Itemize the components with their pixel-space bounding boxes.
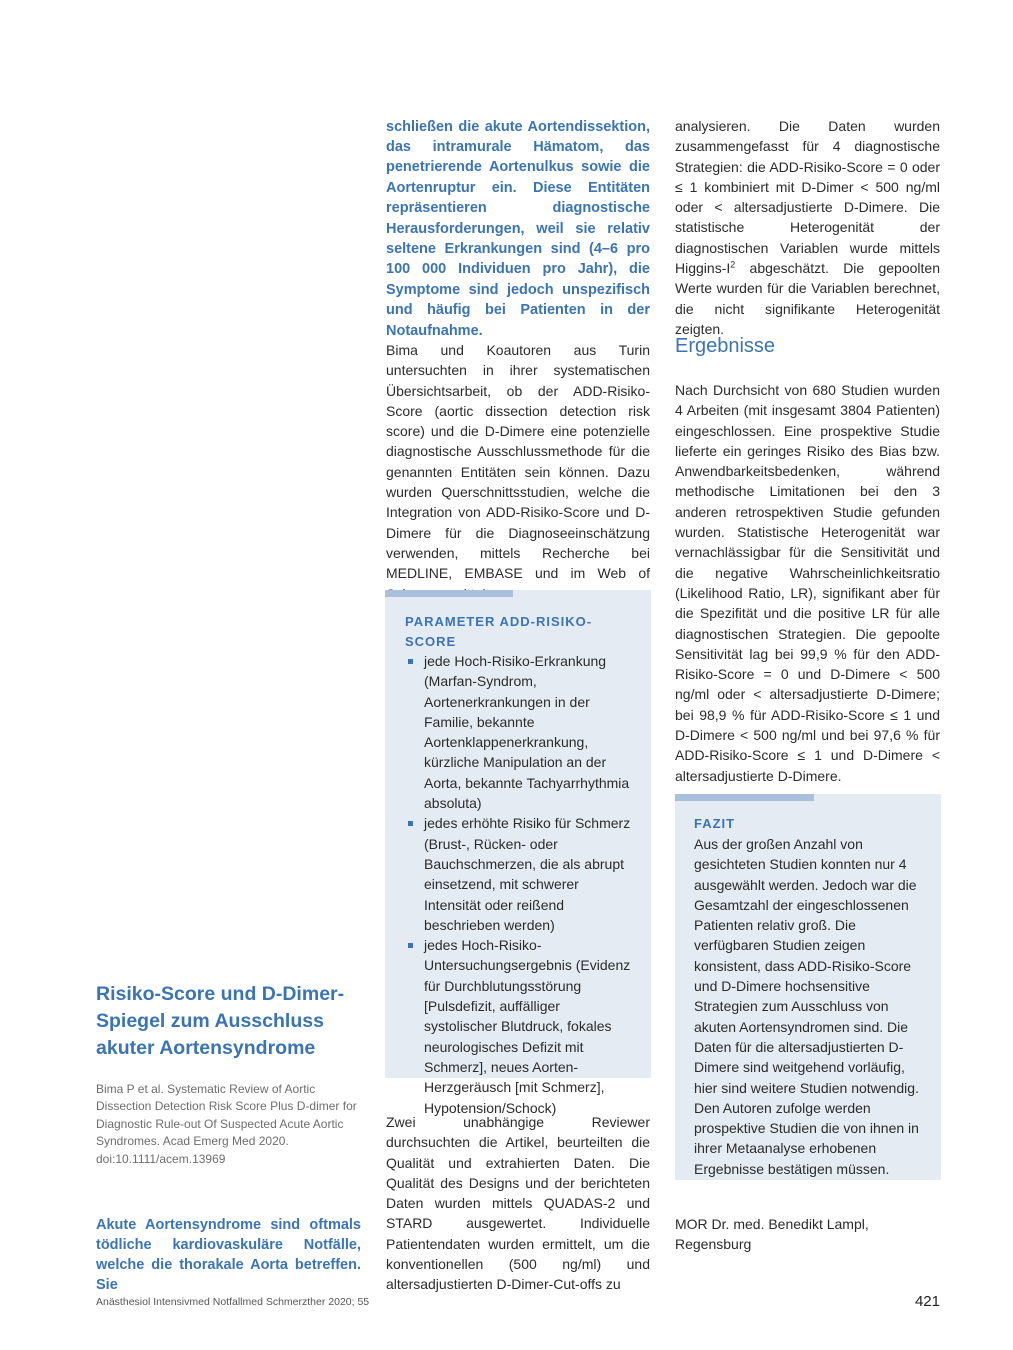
methods-paragraph: Bima und Koautoren aus Turin untersuchten in ihrer systematischen Übersichtsarbeit, ob der ADD-Risiko-Score (aortic dissection detection risk score) und die D-Dimere eine potenzielle diagnostische Ausschlussmethode für die genannten Entitäten sein können. Dazu wurden Querschnittsstudien, welche die Integration von ADD-Risiko-Score und D-Dimere für die Diagnoseeinschätzung verwenden, mittels Recherche bei MEDLINE, EMBASE und im Web of <box>386 342 650 582</box>
results-heading: Ergebnisse <box>675 335 776 357</box>
author-line: MOR Dr. med. Benedikt Lampl, Regensburg <box>675 1216 869 1253</box>
analysis-text-before: analysieren. Die Daten wurden zusammengefasst für 4 diagnostische Strategien: die ADD-Risiko-Score = 0 oder ≤ 1 kombiniert mit D-Dimer < 500 ng/ml oder < altersadjustierte D-Dimere. Die statistische Heterogenität der diagnostischen Variablen wurde mittels Higgins-I <box>675 118 940 277</box>
list-item: jedes Hoch-Risiko-Untersuchungsergebnis (Evidenz für Durchblutungsstörung [Pulsdefizit, auffälliger systolischer Blutdruck, fokales neurologisches Defizit mit Schmerz], neues Aorten-Herzgeräusch [mit Schmerz], Hypotension/Schock) <box>405 935 635 1118</box>
parameter-list <box>405 651 635 1118</box>
intro-paragraph-part1: Akute Aortensyndrome sind oftmals tödliche kardiovaskuläre Notfälle, welche die thorakale Aorta betreffen. Sie <box>96 1216 361 1294</box>
superscript: 2 <box>730 259 736 270</box>
reviewer-paragraph: Zwei unabhängige Reviewer durchsuchten die Artikel, beurteilten die Qualität und extrahierten Daten. Die Qualität des Designs und der berichteten Daten wurden mittels QUADAS-2 und STARD ausgewertet. Individuelle Patientendaten wurden ermittelt, um die konventionellen (500 ng/ml) und altersadjustierten D-Dimer-Cut-offs zu <box>386 1114 650 1293</box>
fazit-box <box>675 794 941 1180</box>
fazit-text: Aus der großen Anzahl von gesichteten Studien konnten nur 4 ausgewählt werden. Jedoch war die Gesamtzahl der eingeschlossenen Patienten relativ groß. Die verfügbaren Studien zeigen konsistent, dass ADD-Risiko-Score und D-Dimere hochsensitive Strategien zum Ausschluss von akuten Aortensyndromen sind. Die Daten für die altersadjustierten D-Dimere sind weitgehend vorläufig, hier sind weitere Studien notwendig. Den Autoren zufolge werden prospektive Studien die von ihnen in ihrer Metaanalyse erhobenen Ergebnisse bestätigen müssen. <box>694 836 919 1177</box>
analysis-paragraph <box>675 116 940 339</box>
footer-journal: Anästhesiol Intensivmed Notfallmed Schmerzther 2020; 55 <box>96 1296 370 1308</box>
article-title: Risiko-Score und D-Dimer-Spiegel zum Ausschluss akuter Aortensyndrome <box>96 983 345 1059</box>
parameter-box-title: PARAMETER ADD-RISIKO-SCORE <box>405 614 593 650</box>
fazit-box-accent-bar <box>675 794 814 801</box>
citation: Bima P et al. Systematic Review of Aortic Dissection Detection Risk Score Plus D-dimer for Diagnostic Rule-out Of Suspected Acute Aortic Syndromes. Acad Emerg Med 2020. doi:10.1111/acem.13969 <box>96 1082 357 1166</box>
list-item: jedes erhöhte Risiko für Schmerz (Brust-, Rücken- oder Bauchschmerzen, die als abrupt einsetzend, mit schwerer Intensität oder reißend beschrieben werden) <box>405 813 635 935</box>
intro-paragraph-part2: schließen die akute Aortendissektion, das intramurale Hämatom, das penetrierende Aortenulkus sowie die Aortenruptur ein. Diese Entitäten repräsentieren diagnostische Herausforderungen, weil sie relativ seltene Erkrankungen sind (4–6 pro 100 000 Individuen pro Jahr), die Symptome sind jedoch unspezifisch und häufig bei Patienten in der Notaufnahme. <box>386 118 650 339</box>
fazit-title: FAZIT <box>694 816 736 831</box>
parameter-box-accent-bar <box>385 590 513 597</box>
results-paragraph: Nach Durchsicht von 680 Studien wurden 4 Arbeiten (mit insgesamt 3804 Patienten) eingeschlossen. Eine prospektive Studie lieferte ein geringes Risiko des Bias bzw. Anwendbarkeitsbedenken, während methodische Limitationen bei den 3 anderen retrospektiven Studie gefunden wurden. Statistische Heterogenität war vernachlässigbar für die Sensitivität und die negative Wahrscheinlichkeitsratio (Likelihood Ratio, LR), signifikant aber für die Spezifität und die positive LR für alle diagnostischen Strategien. Die gepoolte Sensitivität lag bei 99,9 % für den ADD-Risiko-Score = 0 und D-Dimere < 500 ng/ml oder < altersadjustierte D-Dimere; bei 98,9 % für ADD-Risiko-Score ≤ 1 und D-Dimere < 500 ng/ml und bei 97,6 % für ADD-Risiko-Score ≤ 1 und D-Dimere < altersadjustierte D-Dimere. <box>675 382 940 784</box>
analysis-text-after: abgeschätzt. Die gepoolten Werte wurden für die Variablen berechnet, die nicht signifikante Heterogenität zeigten. <box>675 260 940 337</box>
list-item: jede Hoch-Risiko-Erkrankung (Marfan-Syndrom, Aortenerkrankungen in der Familie, bekannte Aortenklappenerkrankung, kürzliche Manipulation an der Aorta, bekannte Tachyarrhythmia absoluta) <box>405 651 635 813</box>
page-number: 421 <box>914 1293 940 1310</box>
